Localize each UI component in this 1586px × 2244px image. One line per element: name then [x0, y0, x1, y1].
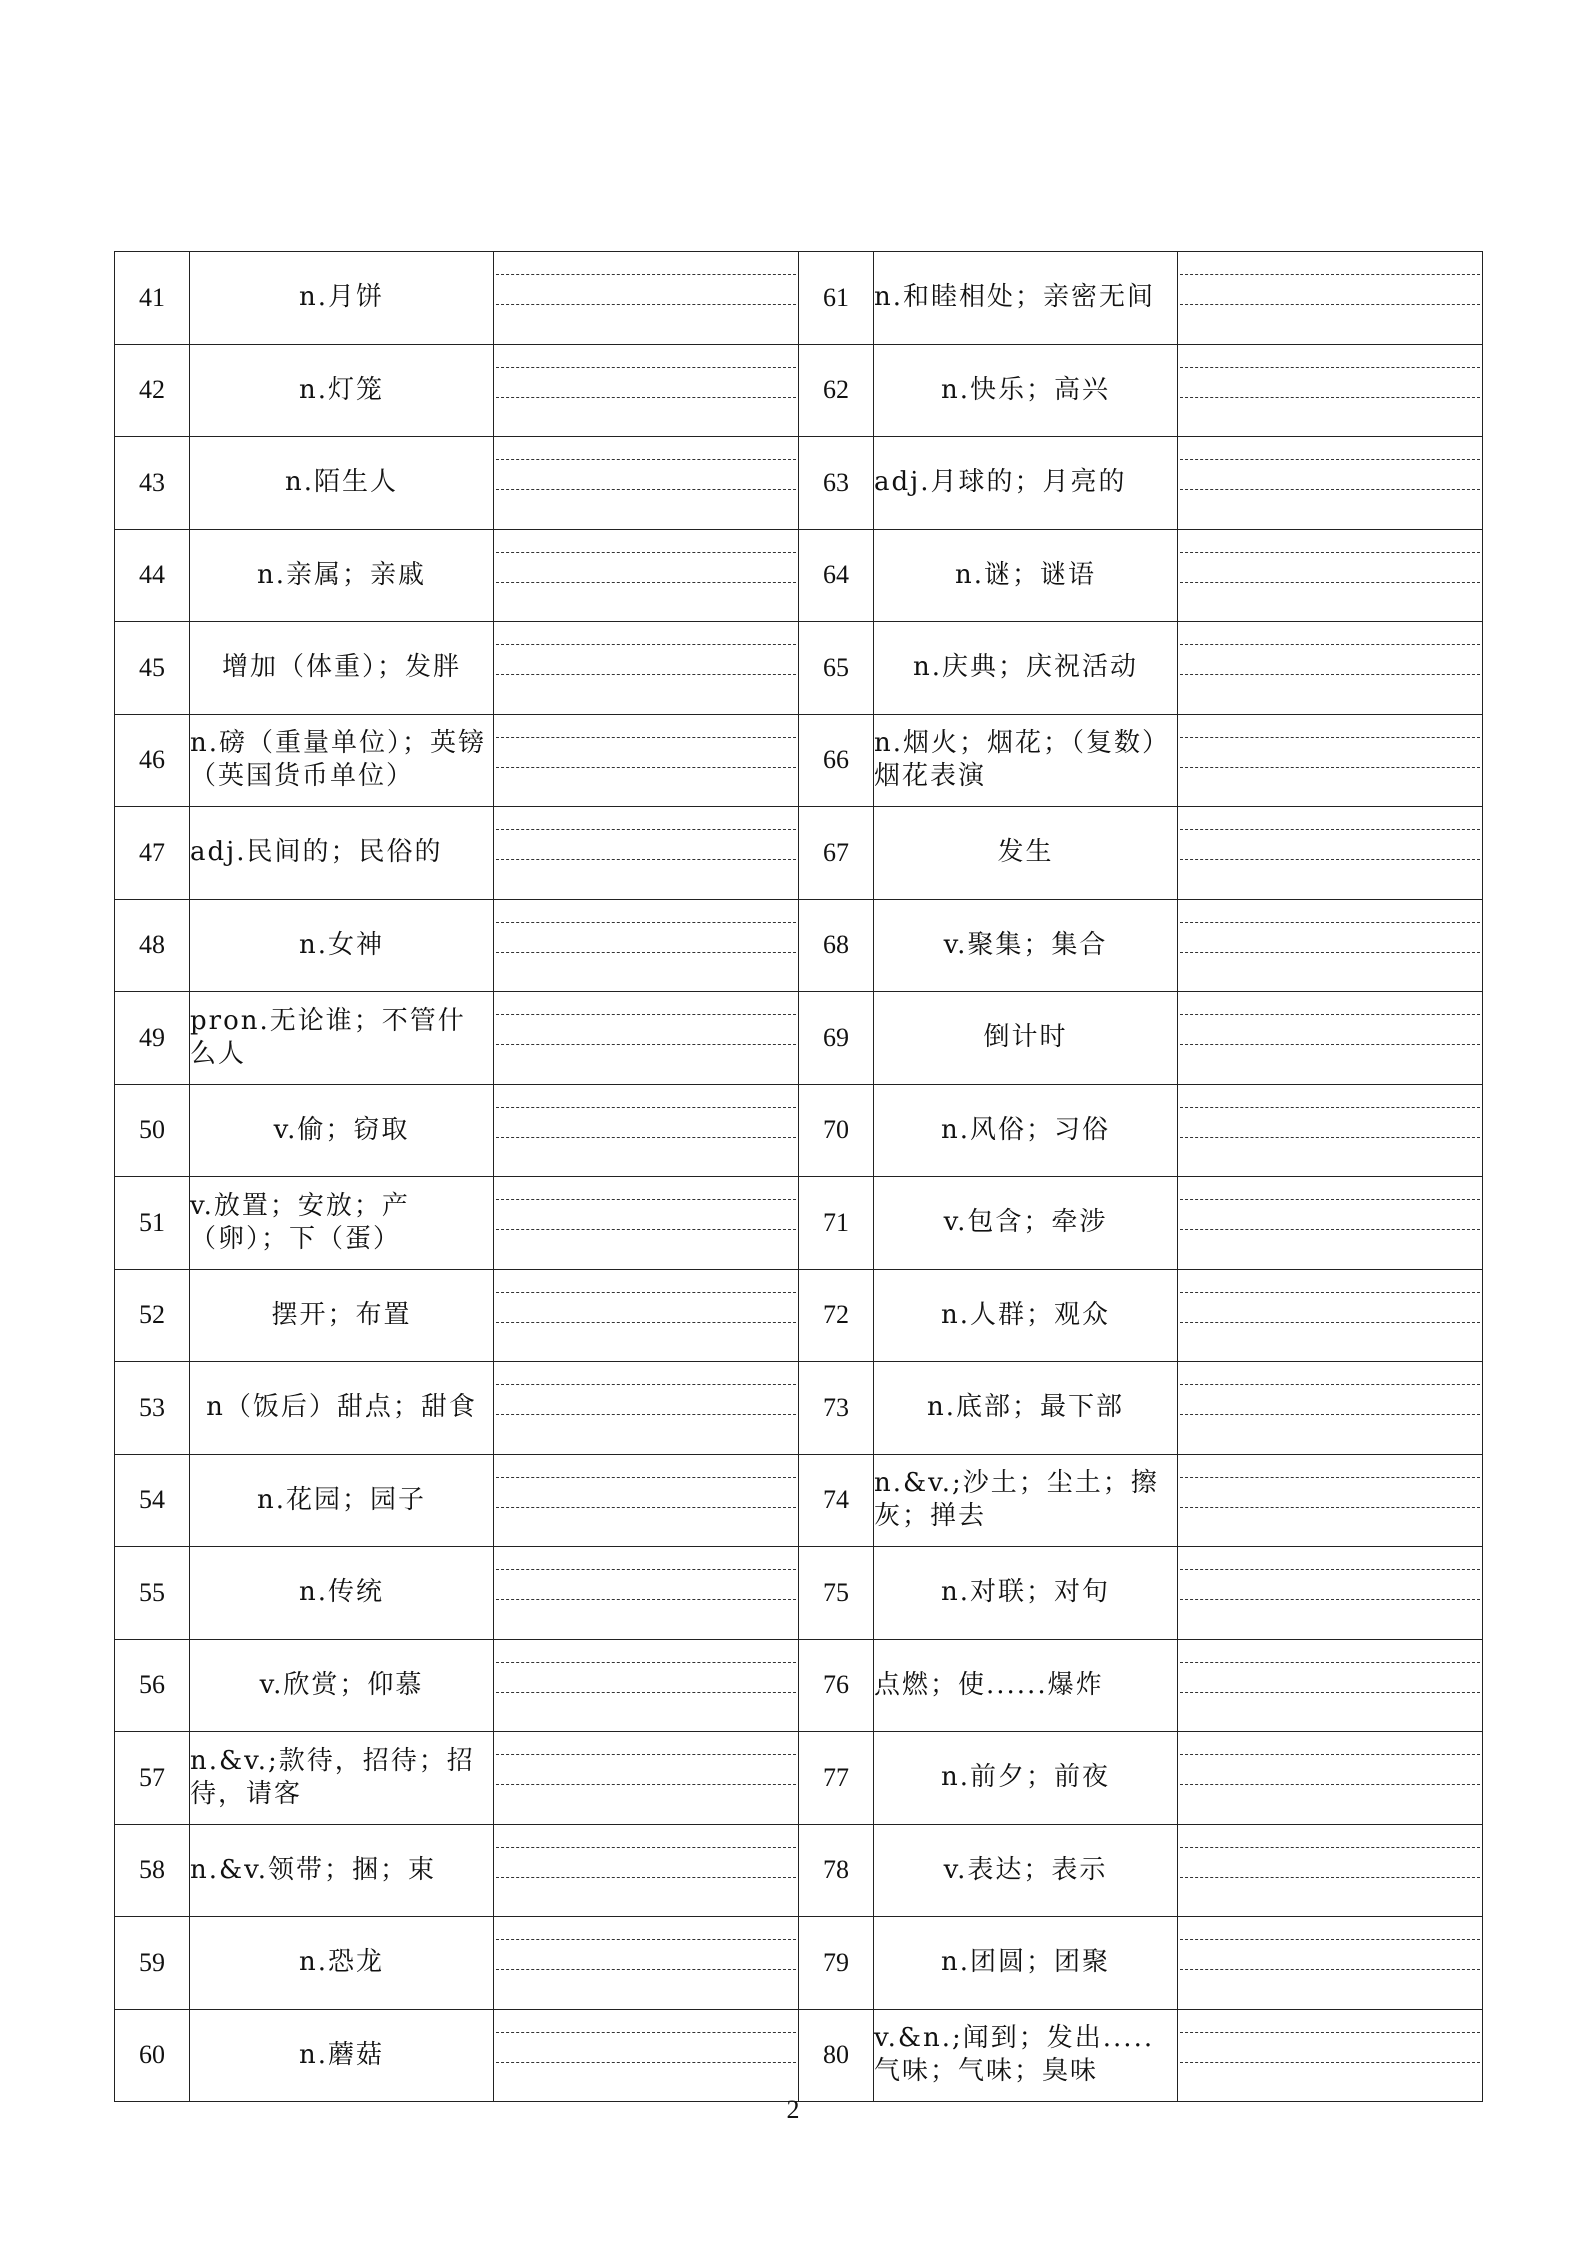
answer-line: [496, 489, 796, 490]
answer-line: [496, 1477, 796, 1478]
answer-blank[interactable]: [1178, 1084, 1483, 1177]
entry-number: 49: [115, 992, 190, 1085]
chinese-meaning: 点燃；使......爆炸: [874, 1639, 1178, 1732]
entry-number: 52: [115, 1269, 190, 1362]
answer-line: [1180, 1137, 1480, 1138]
answer-line: [1180, 767, 1480, 768]
answer-blank[interactable]: [1178, 1269, 1483, 1362]
answer-blank[interactable]: [1178, 252, 1483, 345]
answer-line: [1180, 1199, 1480, 1200]
entry-number: 71: [799, 1177, 874, 1270]
entry-number: 61: [799, 252, 874, 345]
entry-number: 75: [799, 1547, 874, 1640]
entry-number: 67: [799, 807, 874, 900]
table-row: [115, 1824, 1483, 1917]
answer-line: [1180, 1599, 1480, 1600]
entry-number: 54: [115, 1454, 190, 1547]
answer-blank[interactable]: [494, 2009, 799, 2102]
chinese-meaning: n.&v.领带；捆；束: [190, 1824, 494, 1917]
answer-blank[interactable]: [1178, 1917, 1483, 2010]
answer-blank[interactable]: [1178, 1732, 1483, 1825]
answer-blank[interactable]: [494, 899, 799, 992]
table-row: [115, 437, 1483, 530]
answer-blank[interactable]: [494, 1917, 799, 2010]
entry-number: 65: [799, 622, 874, 715]
chinese-meaning: n.蘑菇: [190, 2009, 494, 2102]
entry-number: 78: [799, 1824, 874, 1917]
answer-line: [1180, 1754, 1480, 1755]
answer-line: [1180, 829, 1480, 830]
table-row: [115, 252, 1483, 345]
entry-number: 53: [115, 1362, 190, 1455]
answer-line: [496, 1662, 796, 1663]
answer-line: [496, 859, 796, 860]
answer-line: [496, 552, 796, 553]
table-row: [115, 1084, 1483, 1177]
chinese-meaning: n.谜；谜语: [874, 529, 1178, 622]
chinese-meaning: 倒计时: [874, 992, 1178, 1085]
entry-number: 45: [115, 622, 190, 715]
answer-line: [1180, 459, 1480, 460]
answer-line: [496, 1754, 796, 1755]
entry-number: 44: [115, 529, 190, 622]
answer-line: [1180, 552, 1480, 553]
answer-blank[interactable]: [494, 992, 799, 1085]
entry-number: 57: [115, 1732, 190, 1825]
answer-line: [1180, 644, 1480, 645]
chinese-meaning: n.恐龙: [190, 1917, 494, 2010]
chinese-meaning: n.&v.;款待，招待；招待，请客: [190, 1732, 494, 1825]
answer-blank[interactable]: [1178, 1454, 1483, 1547]
answer-blank[interactable]: [1178, 2009, 1483, 2102]
answer-line: [1180, 1384, 1480, 1385]
answer-line: [496, 1969, 796, 1970]
answer-line: [496, 1322, 796, 1323]
answer-line: [496, 644, 796, 645]
entry-number: 74: [799, 1454, 874, 1547]
answer-line: [496, 2032, 796, 2033]
answer-line: [1180, 952, 1480, 953]
answer-line: [496, 1107, 796, 1108]
answer-blank[interactable]: [1178, 1362, 1483, 1455]
answer-line: [1180, 1292, 1480, 1293]
answer-blank[interactable]: [494, 252, 799, 345]
answer-line: [496, 367, 796, 368]
answer-blank[interactable]: [1178, 807, 1483, 900]
answer-line: [496, 274, 796, 275]
entry-number: 73: [799, 1362, 874, 1455]
answer-blank[interactable]: [1178, 899, 1483, 992]
chinese-meaning: 发生: [874, 807, 1178, 900]
entry-number: 47: [115, 807, 190, 900]
answer-line: [496, 2062, 796, 2063]
table-row: [115, 2009, 1483, 2102]
answer-blank[interactable]: [494, 1362, 799, 1455]
answer-line: [496, 829, 796, 830]
answer-line: [496, 1877, 796, 1878]
chinese-meaning: n.前夕；前夜: [874, 1732, 1178, 1825]
entry-number: 62: [799, 344, 874, 437]
answer-blank[interactable]: [494, 807, 799, 900]
answer-line: [496, 1599, 796, 1600]
table-row: [115, 1547, 1483, 1640]
chinese-meaning: n.人群；观众: [874, 1269, 1178, 1362]
table-row: [115, 1732, 1483, 1825]
chinese-meaning: n（饭后）甜点；甜食: [190, 1362, 494, 1455]
chinese-meaning: v.聚集；集合: [874, 899, 1178, 992]
answer-line: [1180, 1229, 1480, 1230]
answer-line: [496, 1414, 796, 1415]
answer-blank[interactable]: [1178, 714, 1483, 807]
chinese-meaning: n.传统: [190, 1547, 494, 1640]
chinese-meaning: n.月饼: [190, 252, 494, 345]
answer-blank[interactable]: [494, 622, 799, 715]
answer-blank[interactable]: [494, 1547, 799, 1640]
answer-line: [1180, 1477, 1480, 1478]
answer-line: [1180, 859, 1480, 860]
vocabulary-rows: [115, 252, 1483, 2102]
answer-line: [496, 737, 796, 738]
answer-line: [496, 1292, 796, 1293]
chinese-meaning: adj.月球的；月亮的: [874, 437, 1178, 530]
answer-line: [1180, 1107, 1480, 1108]
answer-blank[interactable]: [1178, 1824, 1483, 1917]
answer-line: [1180, 1014, 1480, 1015]
entry-number: 68: [799, 899, 874, 992]
answer-blank[interactable]: [494, 1824, 799, 1917]
table-row: [115, 807, 1483, 900]
answer-line: [1180, 2062, 1480, 2063]
chinese-meaning: n.陌生人: [190, 437, 494, 530]
entry-number: 69: [799, 992, 874, 1085]
answer-line: [496, 1569, 796, 1570]
chinese-meaning: n.庆典；庆祝活动: [874, 622, 1178, 715]
table-row: [115, 1454, 1483, 1547]
entry-number: 58: [115, 1824, 190, 1917]
chinese-meaning: v.放置；安放；产（卵）；下（蛋）: [190, 1177, 494, 1270]
chinese-meaning: n.对联；对句: [874, 1547, 1178, 1640]
entry-number: 46: [115, 714, 190, 807]
chinese-meaning: pron.无论谁；不管什么人: [190, 992, 494, 1085]
answer-line: [496, 1137, 796, 1138]
entry-number: 41: [115, 252, 190, 345]
answer-line: [496, 952, 796, 953]
answer-blank[interactable]: [494, 714, 799, 807]
entry-number: 70: [799, 1084, 874, 1177]
chinese-meaning: v.表达；表示: [874, 1824, 1178, 1917]
answer-line: [1180, 1662, 1480, 1663]
entry-number: 76: [799, 1639, 874, 1732]
answer-line: [496, 1229, 796, 1230]
entry-number: 43: [115, 437, 190, 530]
answer-line: [1180, 674, 1480, 675]
answer-blank[interactable]: [494, 1269, 799, 1362]
chinese-meaning: n.女神: [190, 899, 494, 992]
answer-line: [1180, 489, 1480, 490]
answer-line: [1180, 397, 1480, 398]
chinese-meaning: n.烟火；烟花；（复数）烟花表演: [874, 714, 1178, 807]
chinese-meaning: v.偷；窃取: [190, 1084, 494, 1177]
chinese-meaning: n.底部；最下部: [874, 1362, 1178, 1455]
entry-number: 59: [115, 1917, 190, 2010]
answer-line: [1180, 1847, 1480, 1848]
answer-blank[interactable]: [1178, 437, 1483, 530]
vocabulary-table: [114, 251, 1483, 2102]
chinese-meaning: n.团圆；团聚: [874, 1917, 1178, 2010]
answer-line: [1180, 1569, 1480, 1570]
entry-number: 48: [115, 899, 190, 992]
answer-line: [1180, 274, 1480, 275]
answer-blank[interactable]: [1178, 1177, 1483, 1270]
table-row: [115, 1362, 1483, 1455]
answer-line: [496, 1847, 796, 1848]
entry-number: 64: [799, 529, 874, 622]
chinese-meaning: n.磅（重量单位）；英镑（英国货币单位）: [190, 714, 494, 807]
answer-line: [496, 922, 796, 923]
answer-line: [496, 674, 796, 675]
answer-line: [496, 459, 796, 460]
answer-blank[interactable]: [1178, 992, 1483, 1085]
table-row: [115, 529, 1483, 622]
answer-line: [1180, 367, 1480, 368]
table-row: [115, 992, 1483, 1085]
answer-line: [496, 1692, 796, 1693]
entry-number: 66: [799, 714, 874, 807]
answer-line: [1180, 1784, 1480, 1785]
table-row: [115, 622, 1483, 715]
chinese-meaning: n.灯笼: [190, 344, 494, 437]
answer-line: [1180, 1507, 1480, 1508]
entry-number: 63: [799, 437, 874, 530]
page-number: 2: [786, 2095, 800, 2124]
chinese-meaning: v.&n.;闻到；发出.....气味；气味；臭味: [874, 2009, 1178, 2102]
answer-blank[interactable]: [494, 1177, 799, 1270]
answer-line: [496, 1939, 796, 1940]
answer-blank[interactable]: [494, 1732, 799, 1825]
answer-line: [496, 1784, 796, 1785]
answer-line: [496, 1384, 796, 1385]
answer-blank[interactable]: [1178, 1547, 1483, 1640]
table-row: [115, 899, 1483, 992]
answer-line: [1180, 1322, 1480, 1323]
chinese-meaning: n.快乐；高兴: [874, 344, 1178, 437]
answer-line: [1180, 922, 1480, 923]
answer-blank[interactable]: [1178, 529, 1483, 622]
table-row: [115, 1917, 1483, 2010]
chinese-meaning: v.欣赏；仰慕: [190, 1639, 494, 1732]
answer-line: [496, 397, 796, 398]
answer-line: [1180, 1969, 1480, 1970]
answer-line: [1180, 582, 1480, 583]
chinese-meaning: n.风俗；习俗: [874, 1084, 1178, 1177]
entry-number: 77: [799, 1732, 874, 1825]
table-row: [115, 714, 1483, 807]
answer-line: [496, 582, 796, 583]
chinese-meaning: v.包含；牵涉: [874, 1177, 1178, 1270]
entry-number: 56: [115, 1639, 190, 1732]
table-row: [115, 1269, 1483, 1362]
chinese-meaning: n.&v.;沙土；尘土；擦灰；掸去: [874, 1454, 1178, 1547]
answer-line: [1180, 737, 1480, 738]
chinese-meaning: n.花园；园子: [190, 1454, 494, 1547]
answer-blank[interactable]: [494, 1454, 799, 1547]
answer-line: [496, 767, 796, 768]
table-row: [115, 1639, 1483, 1732]
entry-number: 79: [799, 1917, 874, 2010]
chinese-meaning: n.和睦相处；亲密无间: [874, 252, 1178, 345]
answer-line: [1180, 1877, 1480, 1878]
answer-line: [1180, 2032, 1480, 2033]
answer-blank[interactable]: [494, 344, 799, 437]
answer-line: [1180, 1939, 1480, 1940]
entry-number: 80: [799, 2009, 874, 2102]
answer-line: [496, 1014, 796, 1015]
entry-number: 42: [115, 344, 190, 437]
chinese-meaning: n.亲属；亲戚: [190, 529, 494, 622]
chinese-meaning: 摆开；布置: [190, 1269, 494, 1362]
entry-number: 60: [115, 2009, 190, 2102]
answer-line: [496, 1199, 796, 1200]
answer-line: [1180, 304, 1480, 305]
entry-number: 50: [115, 1084, 190, 1177]
answer-line: [496, 304, 796, 305]
table-row: [115, 1177, 1483, 1270]
answer-line: [1180, 1414, 1480, 1415]
answer-blank[interactable]: [1178, 622, 1483, 715]
answer-blank[interactable]: [1178, 1639, 1483, 1732]
answer-line: [496, 1044, 796, 1045]
answer-line: [1180, 1692, 1480, 1693]
answer-blank[interactable]: [494, 437, 799, 530]
chinese-meaning: adj.民间的；民俗的: [190, 807, 494, 900]
entry-number: 51: [115, 1177, 190, 1270]
answer-blank[interactable]: [494, 1084, 799, 1177]
answer-line: [1180, 1044, 1480, 1045]
entry-number: 55: [115, 1547, 190, 1640]
chinese-meaning: 增加（体重）；发胖: [190, 622, 494, 715]
answer-blank[interactable]: [1178, 344, 1483, 437]
answer-blank[interactable]: [494, 1639, 799, 1732]
answer-line: [496, 1507, 796, 1508]
table-row: [115, 344, 1483, 437]
entry-number: 72: [799, 1269, 874, 1362]
answer-blank[interactable]: [494, 529, 799, 622]
